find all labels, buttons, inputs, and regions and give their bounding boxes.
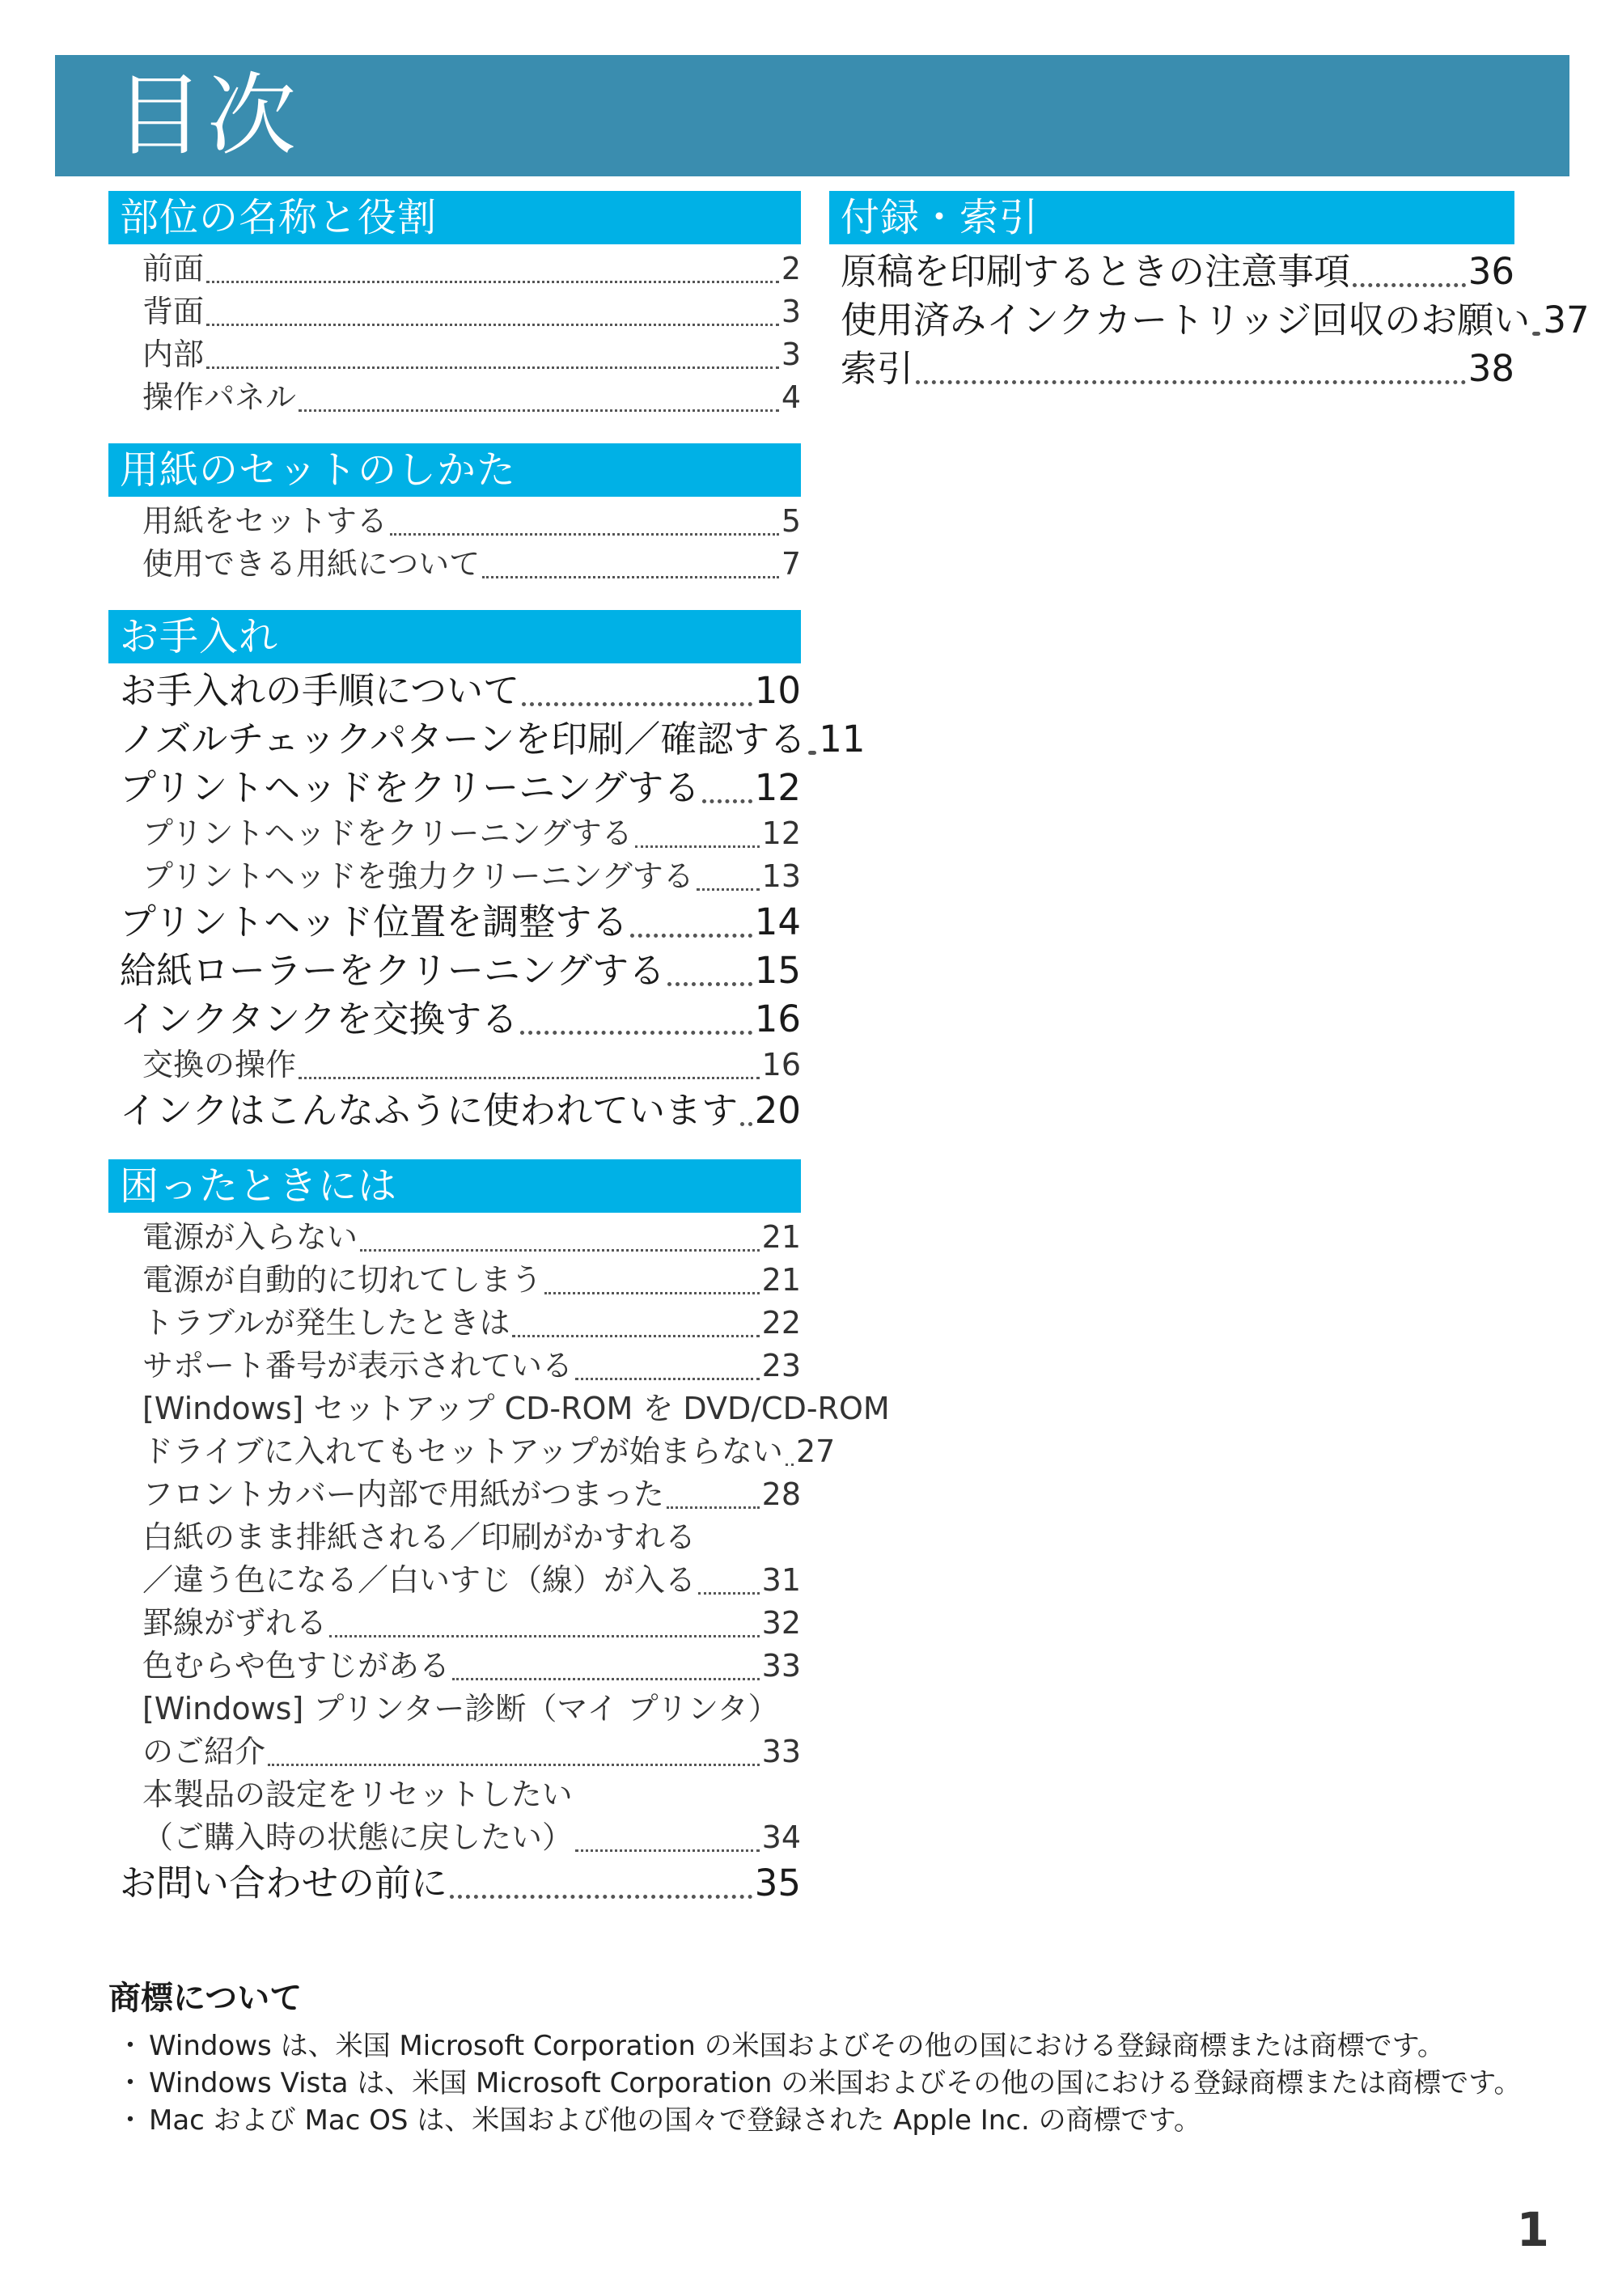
toc-entry-label: 前面 — [142, 251, 205, 286]
toc-entry-label: 使用済みインクカートリッジ回収のお願い — [841, 299, 1531, 341]
toc-entry[interactable] — [108, 1087, 801, 1135]
toc-entry[interactable] — [108, 248, 801, 290]
toc-section — [108, 191, 801, 419]
toc-entry[interactable] — [108, 812, 801, 855]
toc-entry[interactable] — [108, 1430, 836, 1473]
dot-leader — [575, 1378, 760, 1380]
toc-entry[interactable] — [829, 296, 1590, 345]
toc-entry-label: 電源が入らない — [142, 1219, 358, 1255]
toc-entry-page: 2 — [781, 251, 801, 286]
toc-entry[interactable] — [108, 1602, 801, 1645]
trademark-item: ・ Windows は、米国 Microsoft Corporation の米国およびその他の国における登録商標または商標です。 — [108, 2027, 1565, 2065]
toc-entry-page: 3 — [781, 294, 801, 329]
section-heading: 付録・索引 — [829, 191, 1514, 244]
toc-entry-label: プリントヘッドを強力クリーニングする — [142, 858, 694, 894]
toc-entry-label: [Windows] プリンター診断（マイ プリンタ） — [142, 1691, 779, 1726]
toc-entry-page: 15 — [754, 949, 801, 992]
dot-leader — [635, 845, 760, 848]
dot-leader — [299, 409, 779, 412]
toc-entry-label: のご紹介 — [142, 1734, 266, 1769]
toc-entry-page: 27 — [795, 1434, 836, 1469]
page-number: 1 — [1516, 2202, 1549, 2257]
toc-entry[interactable] — [108, 667, 801, 715]
toc-entry-label: ／違う色になる／白いすじ（線）が入る — [142, 1562, 697, 1598]
toc-entry-page: 21 — [761, 1219, 801, 1255]
toc-entry-page: 14 — [754, 900, 801, 943]
toc-entry[interactable] — [108, 376, 801, 419]
toc-entry-page: 10 — [754, 669, 801, 712]
toc-entry-page: 28 — [761, 1476, 801, 1512]
dot-leader — [329, 1635, 760, 1637]
dot-leader — [630, 934, 752, 938]
toc-entry-page: 12 — [761, 815, 801, 851]
toc-entry-list — [829, 248, 1590, 393]
toc-entry-list — [108, 500, 801, 586]
toc-entry[interactable] — [829, 248, 1514, 296]
toc-entry-label: （ご購入時の状態に戻したい） — [142, 1819, 574, 1855]
dot-leader — [206, 366, 779, 369]
toc-entry-page: 37 — [1543, 299, 1590, 341]
toc-entry[interactable] — [108, 500, 801, 543]
title-bar — [55, 55, 1569, 176]
toc-entry-label: 原稿を印刷するときの注意事項 — [841, 250, 1351, 293]
toc-entry-page: 31 — [761, 1562, 801, 1598]
toc-entry-label: 交換の操作 — [142, 1047, 297, 1082]
toc-entry-page: 11 — [819, 718, 866, 760]
dot-leader — [450, 1895, 752, 1899]
trademark-heading: 商標について — [108, 1980, 303, 2017]
dot-leader — [808, 751, 816, 755]
dot-leader — [544, 1292, 760, 1294]
dot-leader — [667, 982, 752, 986]
section-heading: 用紙のセットのしかた — [108, 443, 801, 497]
toc-entry[interactable] — [108, 1044, 801, 1087]
dot-leader — [512, 1335, 759, 1337]
toc-entry[interactable] — [829, 345, 1514, 393]
toc-entry[interactable] — [108, 1645, 801, 1688]
toc-section — [829, 191, 1590, 393]
trademark-item: ・ Windows Vista は、米国 Microsoft Corporation の米国およびその他の国における登録商標または商標です。 — [108, 2065, 1565, 2102]
dot-leader — [702, 799, 752, 803]
toc-entry[interactable] — [108, 1816, 801, 1859]
toc-entry-page: 22 — [761, 1305, 801, 1341]
toc-entry[interactable] — [108, 1559, 801, 1602]
toc-entry-page: 16 — [754, 998, 801, 1040]
toc-entry-label: トラブルが発生したときは — [142, 1305, 510, 1341]
toc-entry-label: 用紙をセットする — [142, 503, 388, 539]
toc-entry-label: ノズルチェックパターンを印刷／確認する — [120, 718, 807, 760]
toc-entry[interactable] — [108, 1730, 801, 1773]
dot-leader — [1532, 332, 1540, 336]
toc-entry-label: サポート番号が表示されている — [142, 1348, 574, 1383]
toc-entry-label: フロントカバー内部で用紙がつまった — [142, 1476, 664, 1512]
toc-entry[interactable] — [108, 1302, 801, 1345]
toc-entry-label: [Windows] セットアップ CD-ROM を DVD/CD-ROM — [142, 1391, 890, 1426]
toc-entry-label: ドライブに入れてもセットアップが始まらない — [142, 1434, 783, 1469]
toc-entry-page: 32 — [761, 1605, 801, 1641]
toc-entry[interactable] — [108, 898, 801, 947]
dot-leader — [520, 1031, 752, 1035]
toc-entry-label: 操作パネル — [142, 379, 297, 415]
toc-entry-page: 34 — [761, 1819, 801, 1855]
toc-entry[interactable] — [108, 715, 866, 764]
section-heading: 部位の名称と役割 — [108, 191, 801, 244]
toc-entry[interactable] — [108, 543, 801, 586]
dot-leader — [452, 1678, 760, 1680]
section-heading: 困ったときには — [108, 1159, 801, 1213]
toc-entry-list — [108, 667, 866, 1135]
toc-entry-page: 4 — [781, 379, 801, 415]
toc-entry[interactable] — [108, 333, 801, 376]
dot-leader — [697, 888, 760, 891]
toc-entry[interactable] — [108, 947, 801, 995]
toc-entry-label: お問い合わせの前に — [120, 1862, 448, 1904]
toc-entry[interactable] — [108, 1473, 801, 1516]
trademark-list — [108, 2027, 1565, 2139]
toc-entry-label: プリントヘッドをクリーニングする — [120, 766, 701, 809]
toc-entry[interactable] — [108, 1859, 801, 1908]
dot-leader — [575, 1849, 760, 1852]
toc-entry-label: 背面 — [142, 294, 205, 329]
toc-entry-page: 38 — [1468, 347, 1514, 390]
toc-entry[interactable] — [108, 1259, 801, 1302]
toc-entry[interactable] — [108, 995, 801, 1044]
dot-leader — [299, 1077, 760, 1079]
dot-leader — [698, 1592, 760, 1595]
toc-entry-page: 21 — [761, 1262, 801, 1298]
toc-entry-page: 35 — [754, 1862, 801, 1904]
dot-leader — [206, 281, 779, 283]
dot-leader — [786, 1464, 794, 1466]
toc-entry-label: 内部 — [142, 337, 205, 372]
toc-entry-label: プリントヘッド位置を調整する — [120, 900, 629, 943]
toc-entry-page: 23 — [761, 1348, 801, 1383]
toc-entry-label: プリントヘッドをクリーニングする — [142, 815, 633, 851]
toc-entry-label: 電源が自動的に切れてしまう — [142, 1262, 543, 1298]
toc-entry-label: 罫線がずれる — [142, 1605, 328, 1641]
dot-leader — [482, 576, 779, 578]
toc-entry-page: 3 — [781, 337, 801, 372]
toc-entry-label: 色むらや色すじがある — [142, 1648, 451, 1684]
toc-entry[interactable] — [108, 855, 801, 898]
toc-entry-list — [108, 1216, 890, 1908]
toc-entry-page: 13 — [761, 858, 801, 894]
dot-leader — [522, 702, 752, 706]
dot-leader — [916, 380, 1466, 384]
toc-entry-page: 16 — [761, 1047, 801, 1082]
toc-entry-page: 33 — [761, 1648, 801, 1684]
toc-section — [108, 610, 866, 1135]
toc-entry-label: インクタンクを交換する — [120, 998, 519, 1040]
section-heading: お手入れ — [108, 610, 801, 663]
dot-leader — [1353, 283, 1466, 287]
toc-entry-label: 本製品の設定をリセットしたい — [142, 1777, 573, 1812]
toc-entry-page: 12 — [754, 766, 801, 809]
toc-entry[interactable] — [108, 1216, 801, 1259]
toc-section — [108, 1159, 890, 1908]
toc-entry-label: インクはこんなふうに使われています — [120, 1089, 739, 1132]
toc-entry-label: 白紙のまま排紙される／印刷がかすれる — [142, 1519, 697, 1555]
dot-leader — [206, 324, 779, 326]
dot-leader — [360, 1249, 760, 1252]
toc-entry-label: 使用できる用紙について — [142, 546, 481, 582]
toc-entry-label: お手入れの手順について — [120, 669, 520, 712]
toc-entry-label: 索引 — [841, 347, 914, 390]
toc-entry-page: 5 — [781, 503, 801, 539]
toc-entry-page: 7 — [781, 546, 801, 582]
page-title: 目次 — [115, 64, 299, 167]
trademark-notice — [108, 1976, 1565, 2139]
dot-leader — [390, 533, 779, 536]
toc-entry[interactable] — [108, 1345, 801, 1387]
toc-entry[interactable] — [108, 290, 801, 333]
toc-entry-page: 20 — [754, 1089, 801, 1132]
toc-section — [108, 443, 801, 586]
dot-leader — [268, 1764, 760, 1766]
toc-entry[interactable] — [108, 764, 801, 812]
toc-right-column — [829, 191, 1590, 393]
toc-entry-list — [108, 248, 801, 419]
toc-entry-label: 給紙ローラーをクリーニングする — [120, 949, 666, 992]
dot-leader — [740, 1122, 752, 1126]
toc-entry-page: 33 — [761, 1734, 801, 1769]
dot-leader — [667, 1506, 760, 1509]
trademark-item: ・ Mac および Mac OS は、米国および他の国々で登録された Apple Inc. の商標です。 — [108, 2102, 1565, 2139]
toc-entry-page: 36 — [1468, 250, 1514, 293]
